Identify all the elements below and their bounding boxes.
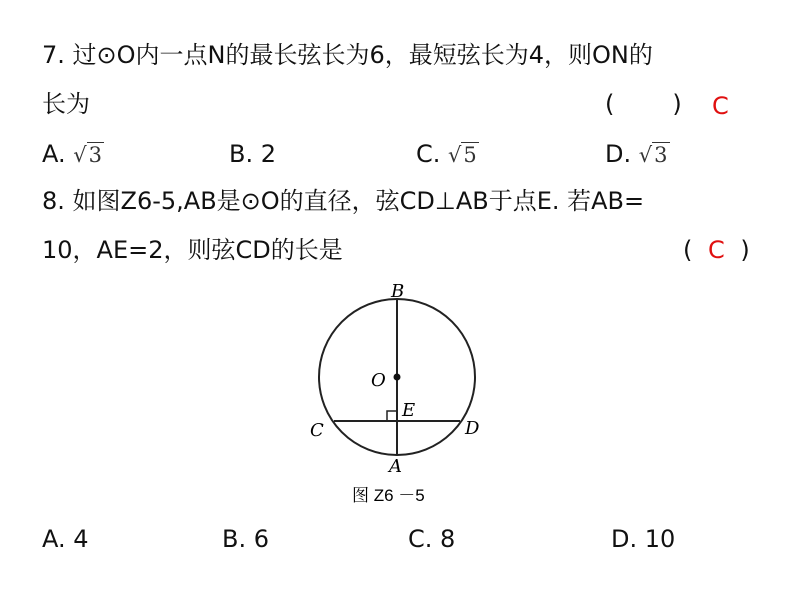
figure-caption: 图 Z6 －5 xyxy=(352,486,425,505)
label-d: D xyxy=(465,418,480,439)
q7-option-b-value: 2 xyxy=(260,140,277,168)
q8-answer: C xyxy=(708,236,725,264)
q8-option-a: A. 4 xyxy=(42,525,89,553)
q7-option-b-label: B. xyxy=(229,140,254,168)
label-o: O xyxy=(371,370,386,391)
q7-paren-close: ) xyxy=(672,90,682,118)
radical-sign: √ xyxy=(448,143,462,167)
radical-sign: √ xyxy=(638,143,653,167)
q8-paren-close: ) xyxy=(740,236,750,264)
q8-stem-line2: 10，AE=2，则弦CD的长是 xyxy=(42,236,343,264)
q7-paren-open: ( xyxy=(605,90,615,118)
q8-stem-line1: 8. 如图Z6-5,AB是⊙O的直径，弦CD⊥AB于点E. 若AB= xyxy=(42,187,645,215)
q8-option-d: D. 10 xyxy=(611,525,676,553)
q7-stem-line1: 7. 过⊙O内一点N的最长弦长为6，最短弦长为4，则ON的 xyxy=(42,41,653,69)
q7-option-c-label: C. xyxy=(416,140,441,168)
q7-option-c-radicand: 5 xyxy=(463,143,477,167)
center-point-o xyxy=(394,374,401,381)
q7-stem-line2: 长为 xyxy=(42,90,90,118)
q8-option-b: B. 6 xyxy=(222,525,269,553)
q7-answer: C xyxy=(712,92,729,120)
q7-option-d-radicand: 3 xyxy=(654,143,668,167)
q7-option-d-label: D. xyxy=(605,140,632,168)
label-e: E xyxy=(402,400,416,421)
q7-option-a-label: A. xyxy=(42,140,66,168)
label-c: C xyxy=(310,420,324,441)
label-a: A xyxy=(389,456,402,477)
label-b: B xyxy=(391,281,405,302)
q8-paren-open: ( xyxy=(683,236,693,264)
q7-option-a-radicand: 3 xyxy=(88,143,103,167)
radical-sign: √ xyxy=(73,143,87,167)
q8-option-c: C. 8 xyxy=(408,525,456,553)
right-angle-mark xyxy=(387,411,397,421)
